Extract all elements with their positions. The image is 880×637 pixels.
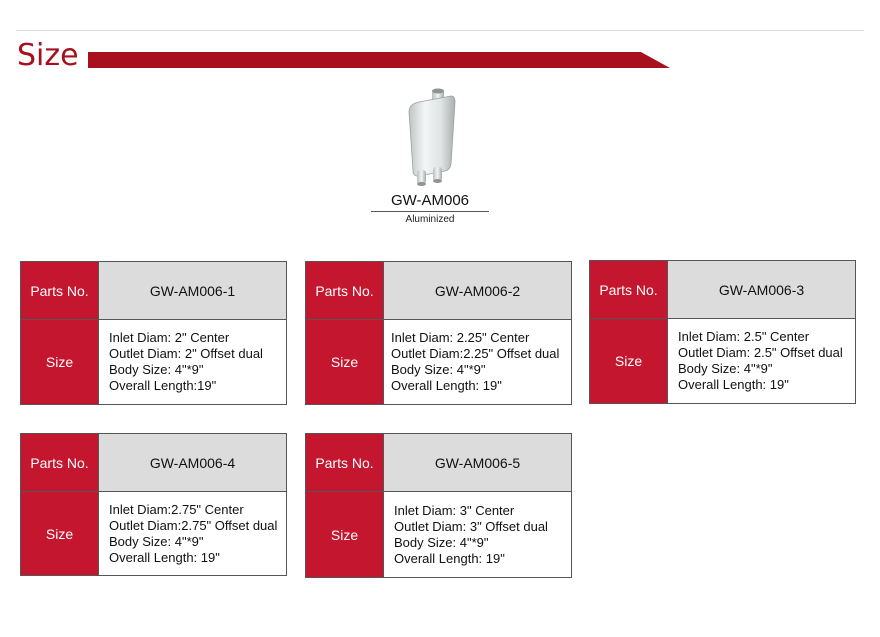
part-number: GW-AM006-4 [99,434,286,491]
spec-table [20,433,287,576]
outlet-diam: Outlet Diam: 3" Offset dual [394,518,548,534]
size-label: Size [590,319,667,403]
section-title: Size [17,38,79,73]
outlet-diam: Outlet Diam:2.75" Offset dual [109,517,278,533]
part-number: GW-AM006-2 [384,262,571,319]
spec-table [305,261,572,405]
spec-table [589,260,856,404]
product-material: Aluminized [405,214,455,225]
body-size: Body Size: 4"*9" [109,362,204,377]
inlet-diam: Inlet Diam: 2.25" Center [391,330,530,345]
title-accent-bar [88,52,670,68]
size-label: Size [306,320,383,404]
outlet-diam: Outlet Diam:2.25" Offset dual [391,346,560,361]
overall-length: Overall Length: 19" [391,378,502,393]
part-number: GW-AM006-3 [668,261,855,318]
size-details [99,492,286,575]
outlet-diam: Outlet Diam: 2" Offset dual [109,346,263,361]
size-details [384,492,571,577]
product-figure [371,88,489,226]
top-divider [16,30,864,31]
size-label: Size [21,320,98,404]
parts-no-label: Parts No. [590,261,667,318]
body-size: Body Size: 4"*9" [678,361,773,376]
part-number: GW-AM006-5 [384,434,571,491]
inlet-diam: Inlet Diam: 2.5" Center [678,329,810,344]
size-details [99,320,286,404]
body-size: Body Size: 4"*9" [109,533,204,549]
product-underline [371,211,489,212]
overall-length: Overall Length: 19" [678,377,789,392]
overall-length: Overall Length: 19" [394,550,505,566]
muffler-image [395,88,465,188]
overall-length: Overall Length:19" [109,378,217,393]
parts-no-label: Parts No. [306,434,383,491]
size-details [668,319,855,403]
product-code: GW-AM006 [390,192,470,209]
size-label: Size [21,492,98,575]
inlet-diam: Inlet Diam: 3" Center [394,502,515,518]
outlet-diam: Outlet Diam: 2.5" Offset dual [678,345,843,360]
part-number: GW-AM006-1 [99,262,286,319]
spec-table [305,433,572,578]
inlet-diam: Inlet Diam:2.75" Center [109,501,244,517]
size-label: Size [306,492,383,577]
body-size: Body Size: 4"*9" [394,534,489,550]
parts-no-label: Parts No. [21,434,98,491]
parts-no-label: Parts No. [21,262,98,319]
parts-no-label: Parts No. [306,262,383,319]
size-details [384,320,571,404]
body-size: Body Size: 4"*9" [391,362,486,377]
inlet-diam: Inlet Diam: 2" Center [109,330,230,345]
spec-table [20,261,287,405]
overall-length: Overall Length: 19" [109,549,220,565]
